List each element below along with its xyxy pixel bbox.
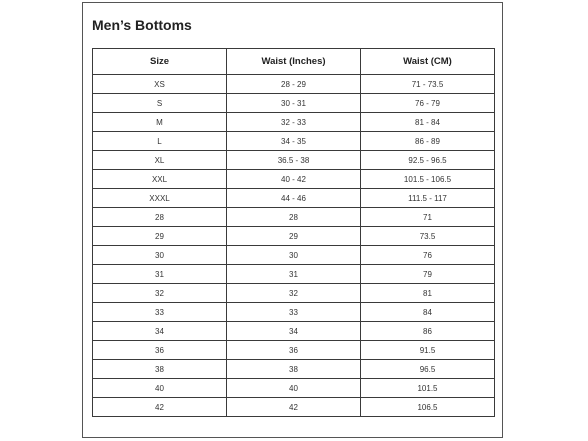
size-cell: 34: [93, 322, 227, 341]
waist-cm-cell: 92.5 - 96.5: [361, 151, 495, 170]
table-row: [93, 227, 495, 246]
table-row: [93, 379, 495, 398]
size-cell: 42: [93, 398, 227, 417]
table-body: [93, 75, 495, 417]
table-row: [93, 322, 495, 341]
waist-inches-cell: 33: [227, 303, 361, 322]
size-cell: 33: [93, 303, 227, 322]
table-row: [93, 113, 495, 132]
waist-cm-cell: 76 - 79: [361, 94, 495, 113]
size-cell: 28: [93, 208, 227, 227]
waist-cm-cell: 106.5: [361, 398, 495, 417]
size-cell: 38: [93, 360, 227, 379]
size-table: [92, 48, 495, 417]
waist-cm-cell: 86 - 89: [361, 132, 495, 151]
waist-inches-cell: 28 - 29: [227, 75, 361, 94]
waist-inches-cell: 40: [227, 379, 361, 398]
waist-cm-cell: 76: [361, 246, 495, 265]
waist-cm-cell: 81: [361, 284, 495, 303]
waist-cm-cell: 73.5: [361, 227, 495, 246]
size-cell: XXXL: [93, 189, 227, 208]
waist-inches-cell: 44 - 46: [227, 189, 361, 208]
waist-inches-cell: 38: [227, 360, 361, 379]
table-row: [93, 75, 495, 94]
size-cell: 36: [93, 341, 227, 360]
page-title: Men’s Bottoms: [92, 17, 192, 33]
waist-inches-cell: 29: [227, 227, 361, 246]
size-cell: 29: [93, 227, 227, 246]
table-row: [93, 94, 495, 113]
size-cell: 31: [93, 265, 227, 284]
size-cell: M: [93, 113, 227, 132]
waist-cm-cell: 91.5: [361, 341, 495, 360]
size-cell: XL: [93, 151, 227, 170]
size-cell: 30: [93, 246, 227, 265]
table-row: [93, 208, 495, 227]
table-header-row: [93, 49, 495, 75]
waist-cm-cell: 111.5 - 117: [361, 189, 495, 208]
waist-cm-cell: 96.5: [361, 360, 495, 379]
waist-inches-cell: 32: [227, 284, 361, 303]
table-row: [93, 189, 495, 208]
waist-cm-cell: 71 - 73.5: [361, 75, 495, 94]
table-row: [93, 360, 495, 379]
table-row: [93, 170, 495, 189]
waist-cm-cell: 84: [361, 303, 495, 322]
waist-cm-cell: 79: [361, 265, 495, 284]
table-row: [93, 132, 495, 151]
table-row: [93, 303, 495, 322]
waist-inches-cell: 28: [227, 208, 361, 227]
waist-inches-cell: 40 - 42: [227, 170, 361, 189]
waist-inches-cell: 34: [227, 322, 361, 341]
size-cell: XS: [93, 75, 227, 94]
waist-inches-cell: 32 - 33: [227, 113, 361, 132]
size-cell: S: [93, 94, 227, 113]
size-chart-card: [82, 2, 503, 438]
waist-cm-cell: 81 - 84: [361, 113, 495, 132]
waist-cm-cell: 101.5: [361, 379, 495, 398]
waist-inches-cell: 30 - 31: [227, 94, 361, 113]
table-row: [93, 284, 495, 303]
table-row: [93, 265, 495, 284]
waist-cm-cell: 71: [361, 208, 495, 227]
waist-inches-cell: 36.5 - 38: [227, 151, 361, 170]
waist-cm-cell: 101.5 - 106.5: [361, 170, 495, 189]
waist-inches-cell: 42: [227, 398, 361, 417]
header-size: Size: [93, 49, 227, 75]
waist-inches-cell: 30: [227, 246, 361, 265]
table-row: [93, 398, 495, 417]
table-row: [93, 341, 495, 360]
header-waist-inches: Waist (Inches): [227, 49, 361, 75]
waist-cm-cell: 86: [361, 322, 495, 341]
size-cell: L: [93, 132, 227, 151]
size-cell: XXL: [93, 170, 227, 189]
table-row: [93, 151, 495, 170]
waist-inches-cell: 34 - 35: [227, 132, 361, 151]
waist-inches-cell: 36: [227, 341, 361, 360]
size-cell: 32: [93, 284, 227, 303]
waist-inches-cell: 31: [227, 265, 361, 284]
header-waist-cm: Waist (CM): [361, 49, 495, 75]
table-row: [93, 246, 495, 265]
size-cell: 40: [93, 379, 227, 398]
